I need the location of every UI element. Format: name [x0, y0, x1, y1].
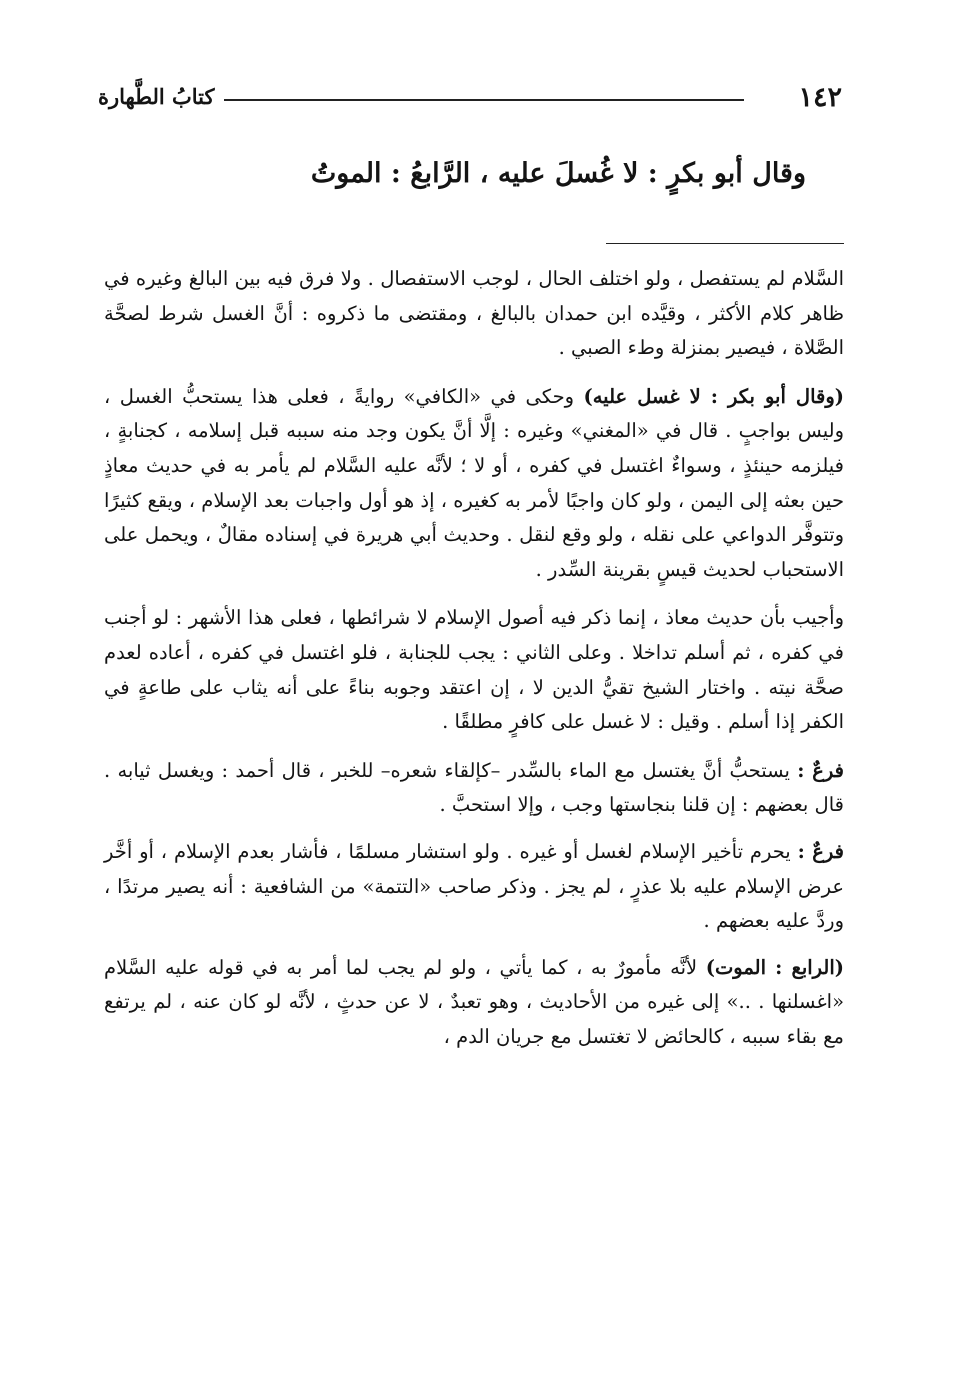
paragraph-lemma: (وقال أبو بكر : لا غسل عليه): [583, 384, 844, 408]
paragraph-5: [104, 835, 844, 939]
paragraph-text: لأنَّه مأمورٌ به ، كما يأتي ، ولو لم يجب لما أمر به في قوله عليه السَّلام «اغسلنها . ..» إلى غيره من الأحاديث ، وهو تعبدٌ ، لا عن حدثٍ ، لأنَّه لو كان عنه ، لم يرتفع مع بقاء سببه ، كالحائض لا تغتسل مع جريان الدم ،: [104, 955, 844, 1048]
paragraph-gap: [104, 939, 844, 951]
paragraph-3: [104, 601, 844, 739]
commentary-text: [104, 262, 844, 1054]
paragraph-text: يستحبُّ أنَّ يغتسل مع الماء بالسِّدر –كإلقاء شعره– للخبر ، قال أحمد : ويغسل ثيابه . قال بعضهم : إن قلنا بنجاستها وجب ، وإلا استحبَّ .: [104, 758, 844, 817]
paragraph-gap: [104, 587, 844, 601]
page-number: ١٤٢: [798, 82, 842, 113]
paragraph-1: [104, 262, 844, 366]
paragraph-text: وأجيب بأن حديث معاذ ، إنما ذكر فيه أصول الإسلام لا شرائطها ، فعلى هذا الأشهر : لو أجنب في كفره ، ثم أسلم تداخلا . وعلى الثاني : يجب للجنابة ، فلو اغتسل في كفره ، أعاده لعدم صحَّة نيته . واختار الشيخ تقيُّ الدين لا ، إن اعتقد وجوبه بناءً على أنه يثاب على طاعةٍ في الكفر إذا أسلم . وقيل : لا غسل على كافرٍ مطلقًا .: [104, 606, 844, 734]
paragraph-gap: [104, 366, 844, 380]
paragraph-gap: [104, 740, 844, 754]
paragraph-text: السَّلام لم يستفصل ، ولو اختلف الحال ، لوجب الاستفصال . ولا فرق فيه بين البالغ وغيره في ظاهر كلام الأكثر ، وقيَّده ابن حمدان بالبالغ ، ومقتضى ما ذكروه : أنَّ الغسل شرط لصحَّة الصَّلاة ، فيصير بمنزلة وطء الصبي .: [104, 267, 844, 360]
paragraph-2: [104, 380, 844, 588]
paragraph-text: وحكى في «الكافي» روايةً ، فعلى هذا يستحبُّ الغسل ، وليس بواجبٍ . قال في «المغني» وغيره : إلَّا أنَّ يكون وجد منه سببه قبل إسلامه ، كجنابةٍ ، فيلزمه حينئذٍ ، وسواءٌ اغتسل في كفره ، أو لا ؛ لأنَّه عليه السَّلام لم يأمر به في حديث معاذٍ حين بعثه إلى اليمن ، ولو كان واجبًا لأمر به كغيره ، إذ هو أول واجبات بعد الإسلام ، ويقع كثيرًا وتتوفَّر الدواعي على نقله ، ولو وقع لنقل . وحديث أبي هريرة في إسناده مقالٌ ، ويحمل على الاستحباب لحديث قيسٍ بقرينة السِّدر .: [104, 384, 844, 581]
running-title: كتابُ الطَّهارة: [98, 84, 215, 109]
paragraph-lemma: فرعٌ :: [797, 758, 845, 782]
matn-heading: وقال أبو بكرٍ : لا غُسلَ عليه ، الرَّابعُ : الموتُ: [310, 158, 806, 189]
paragraph-6: [104, 951, 844, 1055]
page-header: [98, 82, 842, 122]
paragraph-text: يحرم تأخير الإسلام لغسل أو غيره . ولو استشار مسلمًا ، فأشار بعدم الإسلام ، أو أخَّر عرض الإسلام عليه بلا عذرٍ ، لم يجز . وذكر صاحب «التتمة» من الشافعية : أنه يصير مرتدًا ، وردَّ عليه بعضهم .: [104, 839, 844, 933]
paragraph-lemma: (الرابع : الموت): [705, 955, 845, 979]
paragraph-gap: [104, 823, 844, 835]
header-rule: [224, 99, 744, 101]
paragraph-lemma: فرعٌ :: [797, 839, 845, 863]
paragraph-4: [104, 754, 844, 823]
separator-rule: [606, 243, 844, 244]
